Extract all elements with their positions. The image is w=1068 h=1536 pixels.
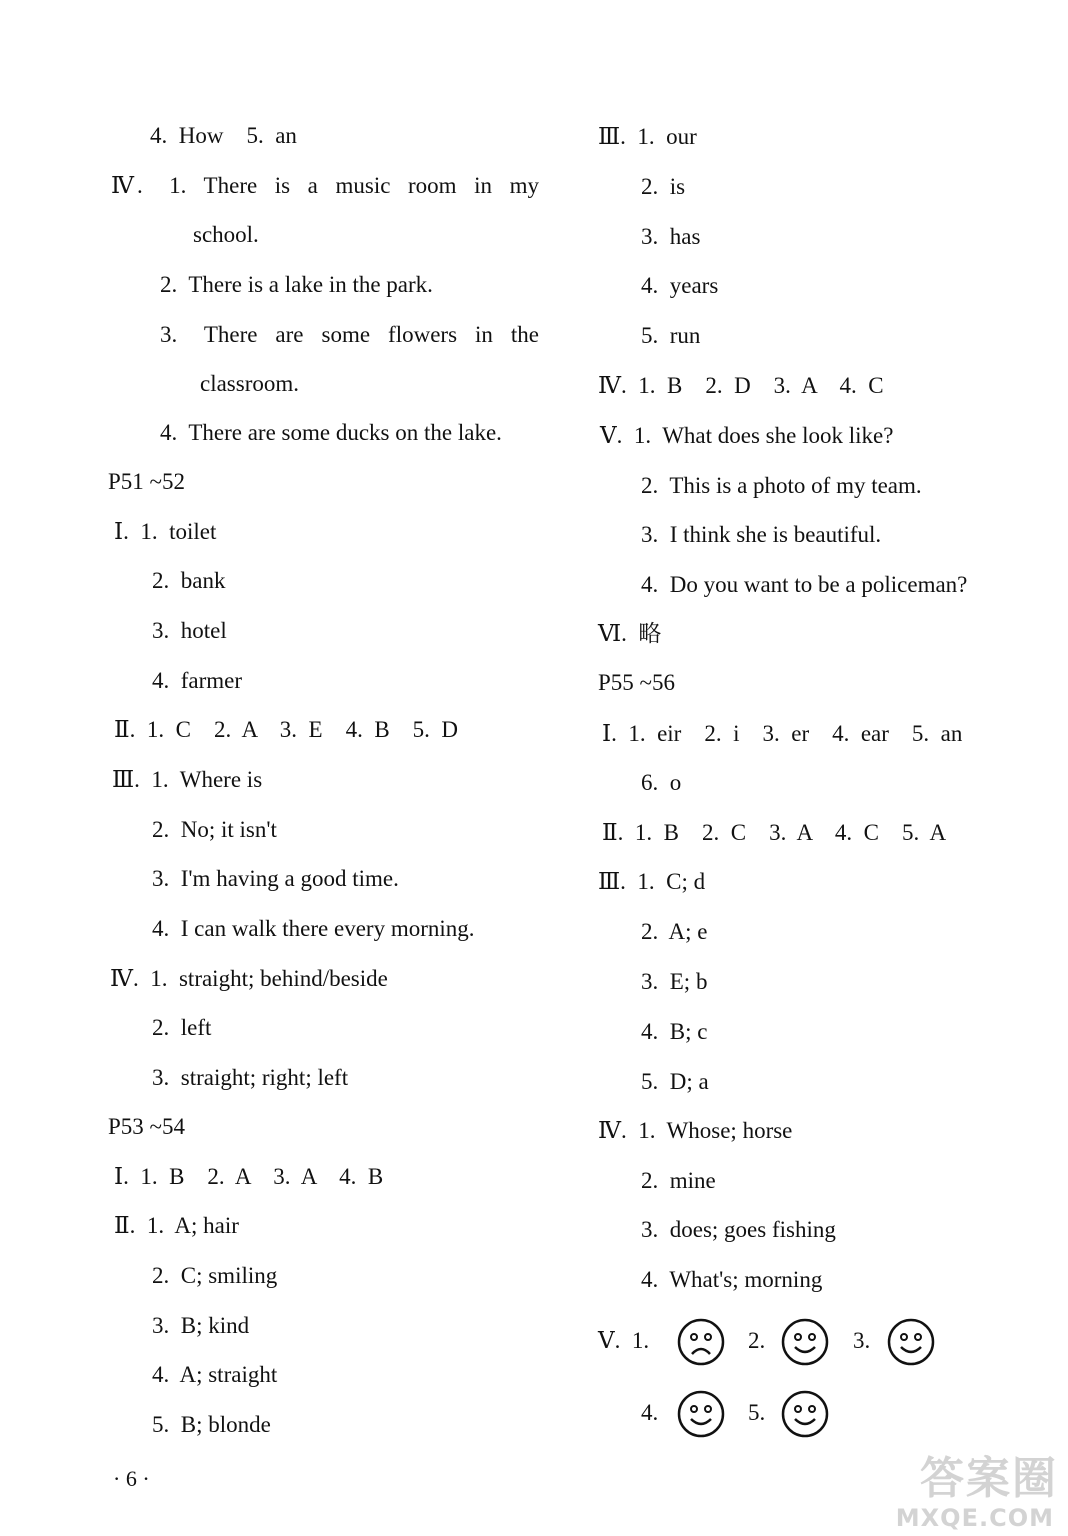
answer-line: 3. B; kind [152,1313,250,1338]
face-label: 3. [853,1328,871,1353]
answer-line: Ⅳ. 1. Whose; horse [598,1118,793,1143]
answer-line: Ⅵ. 略 [598,621,662,646]
answer-line: Ⅰ. 1. eir 2. i 3. er 4. ear 5. an [602,721,963,746]
answer-line: 2. This is a photo of my team. [641,473,922,498]
answer-line: 2. There is a lake in the park. [160,272,433,297]
answer-line: 4. Do you want to be a policeman? [641,572,968,597]
happy-face-icon [676,1389,726,1439]
answer-line: 2. C; smiling [152,1263,278,1288]
faces-row-prefix: Ⅴ. 1. [598,1328,650,1353]
answer-line: Ⅰ. 1. toilet [114,519,217,544]
happy-face-icon [780,1389,830,1439]
answer-line: 4. How 5. an [150,123,297,148]
answer-line: Ⅱ. 1. C 2. A 3. E 4. B 5. D [114,717,459,742]
answer-line: 3. E; b [641,969,708,994]
answer-line: 5. run [641,323,701,348]
sad-face-icon [676,1317,726,1367]
face-label: 4. [641,1400,659,1425]
answer-line: 4. A; straight [152,1362,278,1387]
answer-line: Ⅱ. 1. B 2. C 3. A 4. C 5. A [602,820,947,845]
answer-line: 4. farmer [152,668,243,693]
answer-line: school. [193,222,259,247]
answer-line: 4. B; c [641,1019,708,1044]
answer-line: Ⅲ. 1. C; d [598,869,706,894]
answer-line: 3. hotel [152,618,227,643]
watermark-text-bottom: MXQE.COM [895,1504,1054,1532]
answer-line: 4. years [641,273,719,298]
face-label: 5. [748,1400,766,1425]
answer-line: Ⅰ. 1. B 2. A 3. A 4. B [114,1164,384,1189]
watermark-logo [868,1442,1058,1532]
answer-line: Ⅲ. 1. Where is [112,767,263,792]
answer-line: Ⅲ. 1. our [598,124,697,149]
section-heading: P55 ~56 [598,670,675,695]
answer-line: 5. B; blonde [152,1412,271,1437]
answer-line: 2. mine [641,1168,716,1193]
happy-face-icon [780,1317,830,1367]
answer-line: 2. No; it isn't [152,817,277,842]
answer-line: 3. I'm having a good time. [152,866,399,891]
answer-line: 2. A; e [641,919,708,944]
answer-line: 3. straight; right; left [152,1065,349,1090]
section-heading: P51 ~52 [108,469,185,494]
answer-line: 2. bank [152,568,226,593]
watermark-text-top: 答案圈 [920,1453,1058,1504]
answer-line: 4. What's; morning [641,1267,823,1292]
answer-line: 4. I can walk there every morning. [152,916,475,941]
answer-line: 3. There are some flowers in the [160,322,539,347]
answer-line: classroom. [200,371,300,396]
page-number: · 6 · [113,1466,150,1491]
happy-face-icon [886,1317,936,1367]
answer-line: Ⅴ. 1. What does she look like? [600,423,894,448]
answer-line: 4. There are some ducks on the lake. [160,420,502,445]
answer-line: 6. o [641,770,682,795]
answer-line: Ⅳ. 1. B 2. D 3. A 4. C [598,373,884,398]
section-heading: P53 ~54 [108,1114,185,1139]
answer-line: 3. does; goes fishing [641,1217,836,1242]
answer-line: Ⅱ. 1. A; hair [114,1213,239,1238]
answer-line: 3. has [641,224,701,249]
answer-line: Ⅳ. 1. straight; behind/beside [110,966,388,991]
answer-line: 5. D; a [641,1069,709,1094]
answer-line: 3. I think she is beautiful. [641,522,882,547]
answer-line: 2. left [152,1015,212,1040]
answer-line: 2. is [641,174,686,199]
answer-line: Ⅳ. 1. There is a music room in my [111,173,539,198]
face-label: 2. [748,1328,766,1353]
